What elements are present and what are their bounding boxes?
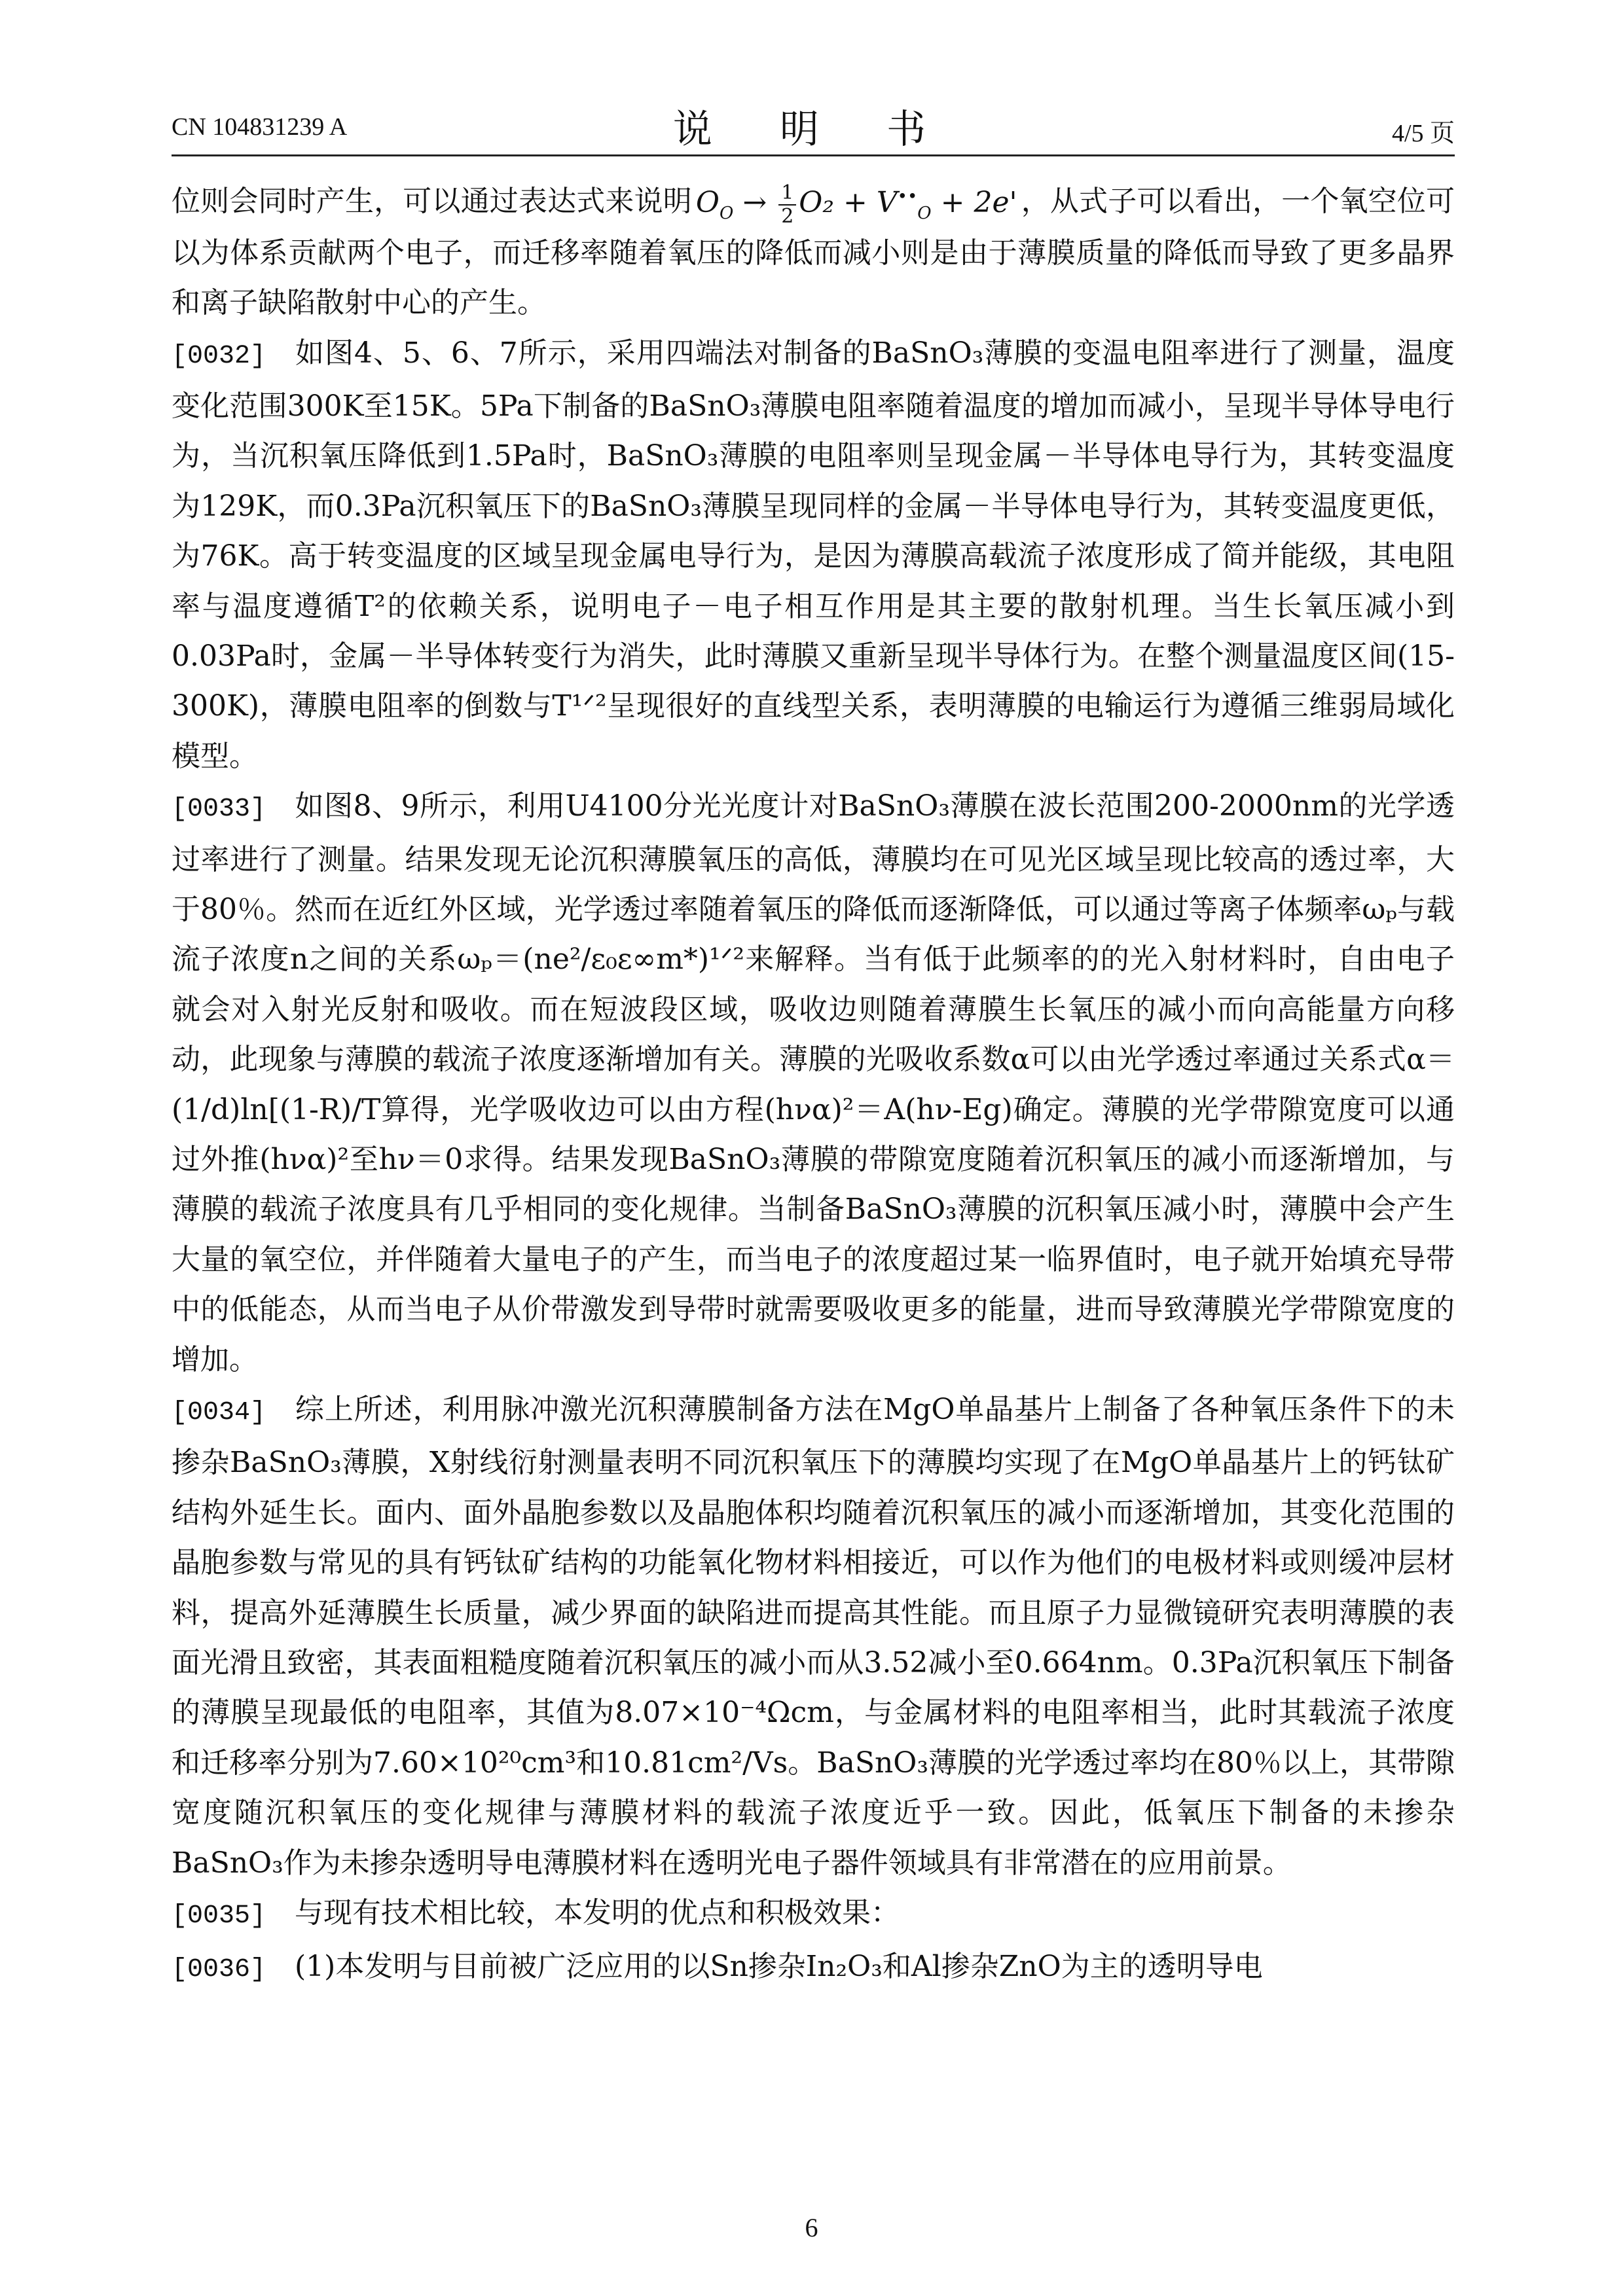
document-body (172, 177, 1455, 1995)
paragraph-number: [0034] (172, 1398, 266, 1428)
paragraph-number: [0036] (172, 1954, 266, 1984)
paragraph-number: [0033] (172, 795, 266, 825)
document-title: 说 明 书 (672, 107, 954, 152)
header-rule (172, 154, 1455, 156)
paragraph-continued: 位则会同时产生，可以通过表达式来说明 $O_O$ → $\frac{1}{2}$ $O_2 + V^{••}_O + 2e'$ ，从式子可以看出，一个氧空位可以为体系贡献两个电子，而迁移率随着氧压的降低而减小则是由于薄膜质量的降低而导致了更多晶界和离子缺陷散射中心的产生。 (172, 177, 1455, 329)
paragraph-number: [0035] (172, 1901, 266, 1931)
paragraph-0033: [0033] 如图8、9所示，利用U4100分光光度计对BaSnO₃薄膜在波长范围200-2000nm的光学透过率进行了测量。结果发现无论沉积薄膜氧压的高低，薄膜均在可见光区域呈现比较高的透过率，大于80％。然而在近红外区域，光学透过率随着氧压的降低而逐渐降低，可以通过等离子体频率ωₚ与载流子浓度n之间的关系ωₚ＝(ne²/ε₀ε∞m*)¹ᐟ²来解释。当有低于此频率的的光入射材料时，自由电子就会对入射光反射和吸收。而在短波段区域，吸收边则随着薄膜生长氧压的减小而向高能量方向移动，此现象与薄膜的载流子浓度逐渐增加有关。薄膜的光吸收系数α可以由光学透过率通过关系式α＝(1/d)ln[(1-R)/T算得，光学吸收边可以由方程(hνα)²＝A(hν-Eg)确定。薄膜的光学带隙宽度可以通过外推(hνα)²至hν＝0求得。结果发现BaSnO₃薄膜的带隙宽度随着沉积氧压的减小而逐渐增加，与薄膜的载流子浓度具有几乎相同的变化规律。当制备BaSnO₃薄膜的沉积氧压减小时，薄膜中会产生大量的氧空位，并伴随着大量电子的产生，而当电子的浓度超过某一临界值时，电子就开始填充导带中的低能态，从而当电子从价带激发到导带时就需要吸收更多的能量，进而导致薄膜光学带隙宽度的增加。 (172, 781, 1455, 1385)
page-of-indicator: 4/5 页 (1391, 120, 1455, 147)
paragraph-number: [0032] (172, 341, 266, 371)
page-header (172, 98, 1455, 164)
paragraph-0032: [0032] 如图4、5、6、7所示，采用四端法对制备的BaSnO₃薄膜的变温电阻率进行了测量，温度变化范围300K至15K。5Pa下制备的BaSnO₃薄膜电阻率随着温度的增加而减小，呈现半导体导电行为，当沉积氧压降低到1.5Pa时，BaSnO₃薄膜的电阻率则呈现金属－半导体电导行为，其转变温度为129K，而0.3Pa沉积氧压下的BaSnO₃薄膜呈现同样的金属－半导体电导行为，其转变温度更低，为76K。高于转变温度的区域呈现金属电导行为，是因为薄膜高载流子浓度形成了简并能级，其电阻率与温度遵循T²的依赖关系，说明电子－电子相互作用是其主要的散射机理。当生长氧压减小到0.03Pa时，金属－半导体转变行为消失，此时薄膜又重新呈现半导体行为。在整个测量温度区间(15-300K)，薄膜电阻率的倒数与T¹ᐟ²呈现很好的直线型关系，表明薄膜的电输运行为遵循三维弱局域化模型。 (172, 329, 1455, 782)
page-number: 6 (805, 2213, 818, 2242)
patent-number: CN 104831239 A (172, 113, 348, 141)
paragraph-0034: [0034] 综上所述，利用脉冲激光沉积薄膜制备方法在MgO单晶基片上制备了各种氧压条件下的未掺杂BaSnO₃薄膜，X射线衍射测量表明不同沉积氧压下的薄膜均实现了在MgO单晶基片上的钙钛矿结构外延生长。面内、面外晶胞参数以及晶胞体积均随着沉积氧压的减小而逐渐增加，其变化范围的晶胞参数与常见的具有钙钛矿结构的功能氧化物材料相接近，可以作为他们的电极材料或则缓冲层材料，提高外延薄膜生长质量，减少界面的缺陷进而提高其性能。而且原子力显微镜研究表明薄膜的表面光滑且致密，其表面粗糙度随着沉积氧压的减小而从3.52减小至0.664nm。0.3Pa沉积氧压下制备的薄膜呈现最低的电阻率，其值为8.07×10⁻⁴Ωcm，与金属材料的电阻率相当，此时其载流子浓度和迁移率分别为7.60×10²⁰cm³和10.81cm²/Vs。BaSnO₃薄膜的光学透过率均在80％以上，其带隙宽度随沉积氧压的变化规律与薄膜材料的载流子浓度近乎一致。因此，低氧压下制备的未掺杂BaSnO₃作为未掺杂透明导电薄膜材料在透明光电子器件领域具有非常潜在的应用前景。 (172, 1385, 1455, 1888)
fraction: $\frac{1}{2}$ (778, 182, 796, 228)
paragraph-0035: [0035] 与现有技术相比较，本发明的优点和积极效果： (172, 1888, 1455, 1941)
paragraph-0036: [0036] (1)本发明与目前被广泛应用的以Sn掺杂In₂O₃和Al掺杂ZnO为主的透明导电 (172, 1942, 1455, 1995)
oxygen-vacancy-formula: $O_O$ → $\frac{1}{2}$ $O_2 + V^{••}_O + 2e'$ (695, 181, 1017, 228)
